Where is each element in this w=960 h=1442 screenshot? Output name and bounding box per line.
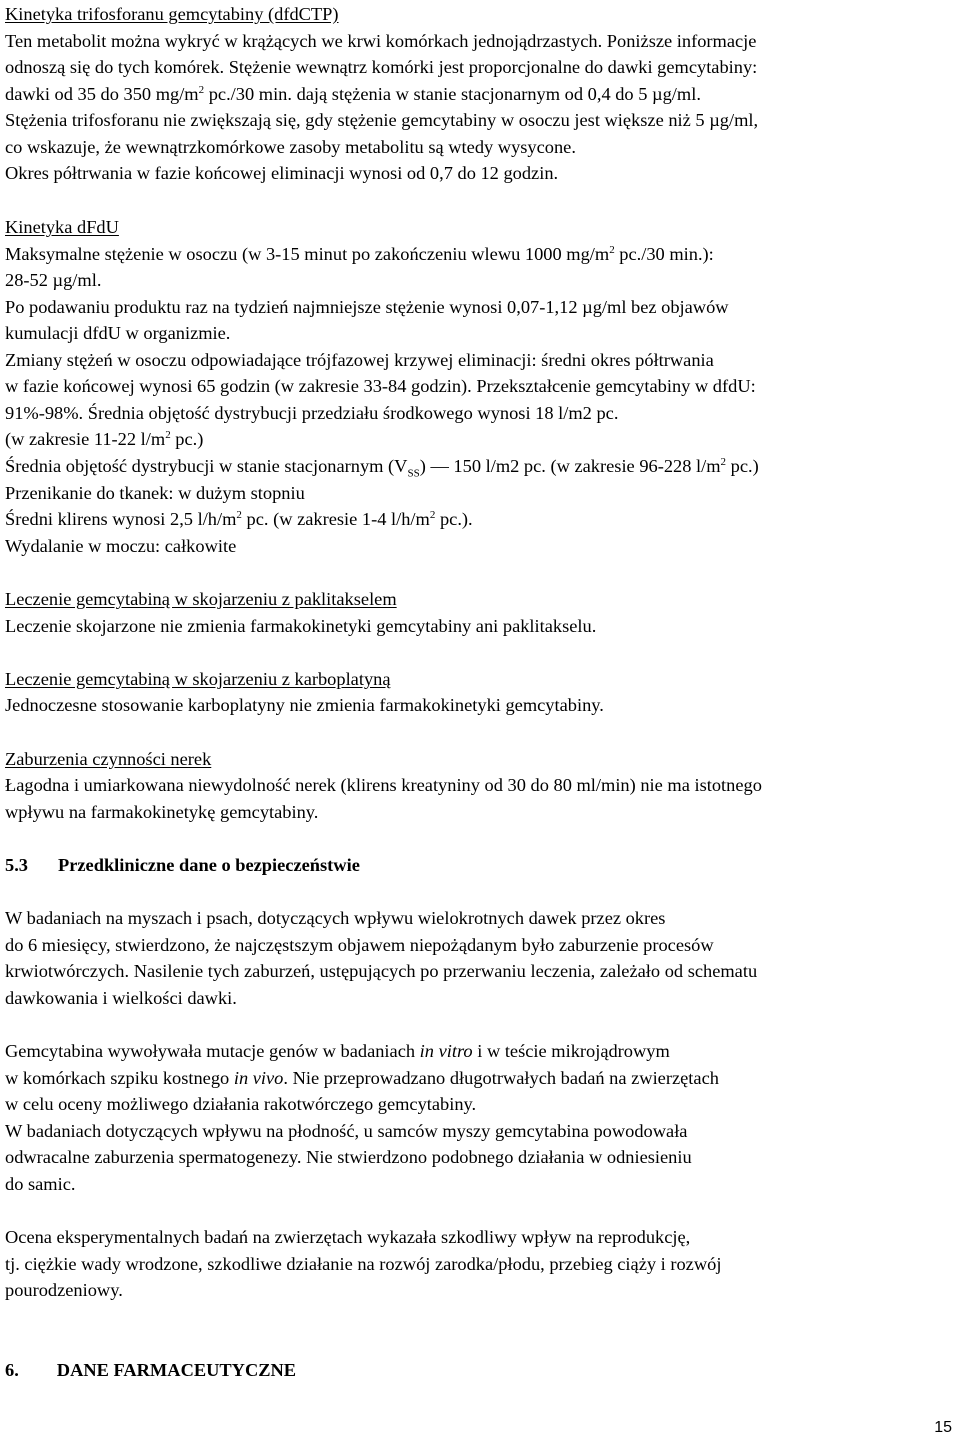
- text-line: Po podawaniu produktu raz na tydzień najmniejsze stężenie wynosi 0,07-1,12 µg/ml bez objawów: [5, 297, 729, 317]
- text-line: [5, 455, 759, 480]
- section-heading-5-3: [5, 856, 360, 874]
- page-number: 15: [934, 1419, 952, 1436]
- subscript: SS: [407, 467, 420, 480]
- text-run: pc.): [170, 429, 204, 449]
- text-line: Jednoczesne stosowanie karboplatyny nie zmienia farmakokinetyki gemcytabiny.: [5, 695, 604, 715]
- text-run: Gemcytabina wywoływała mutacje genów w badaniach: [5, 1041, 420, 1061]
- text-line: Wydalanie w moczu: całkowite: [5, 536, 237, 556]
- text-line: 28-52 µg/ml.: [5, 270, 102, 290]
- text-run: Średni klirens wynosi 2,5 l/h/m: [5, 509, 237, 529]
- text-line: Ocena eksperymentalnych badań na zwierzętach wykazała szkodliwy wpływ na reprodukcję,: [5, 1227, 691, 1247]
- text-run: pc.): [726, 456, 759, 476]
- text-line: [5, 245, 714, 263]
- section-number: 5.3: [5, 855, 28, 875]
- section-number: 6.: [5, 1360, 19, 1380]
- text-run: pc./30 min.):: [614, 244, 714, 264]
- text-line: co wskazuje, że wewnątrzkomórkowe zasoby metabolitu są wtedy wysycone.: [5, 137, 576, 157]
- text-line: pourodzeniowy.: [5, 1280, 123, 1300]
- text-line: odnoszą się do tych komórek. Stężenie wewnątrz komórki jest proporcjonalne do dawki gemcytabiny:: [5, 57, 758, 77]
- superscript: 2: [236, 508, 242, 521]
- text-line: w fazie końcowej wynosi 65 godzin (w zakresie 33-84 godzin). Przekształcenie gemcytabiny w dfdU:: [5, 376, 756, 396]
- text-run: pc.).: [435, 509, 473, 529]
- text-run: ) — 150 l/m2 pc. (w zakresie 96-228 l/m: [419, 456, 721, 476]
- section-title: Przedkliniczne dane o bezpieczeństwie: [58, 855, 360, 875]
- italic-text: in vitro: [419, 1041, 473, 1061]
- text-run: (w zakresie 11-22 l/m: [5, 429, 166, 449]
- text-run: Maksymalne stężenie w osoczu (w 3-15 minut po zakończeniu wlewu 1000 mg/m: [5, 244, 610, 264]
- text-line: [5, 510, 473, 528]
- text-line: [5, 85, 701, 103]
- text-line: Przenikanie do tkanek: w dużym stopniu: [5, 483, 305, 503]
- text-line: Zmiany stężeń w osoczu odpowiadające trójfazowej krzywej eliminacji: średni okres półtrwania: [5, 350, 714, 370]
- text-line: 91%-98%. Średnia objętość dystrybucji przedziału środkowego wynosi 18 l/m2 pc.: [5, 403, 619, 423]
- section-heading-dfdu: Kinetyka dFdU: [5, 217, 119, 237]
- text-line: W badaniach na myszach i psach, dotyczących wpływu wielokrotnych dawek przez okres: [5, 908, 666, 928]
- text-line: W badaniach dotyczących wpływu na płodność, u samców myszy gemcytabina powodowała: [5, 1121, 688, 1141]
- text-line: do 6 miesięcy, stwierdzono, że najczęstszym objawem niepożądanym było zaburzenie procesów: [5, 935, 714, 955]
- text-line: Okres półtrwania w fazie końcowej eliminacji wynosi od 0,7 do 12 godzin.: [5, 163, 559, 183]
- superscript: 2: [429, 508, 436, 521]
- superscript: 2: [609, 243, 615, 256]
- superscript: 2: [720, 455, 727, 468]
- text-line: [5, 430, 203, 448]
- section-heading-dfdctp: Kinetyka trifosforanu gemcytabiny (dfdCTP): [5, 4, 339, 24]
- section-heading-6: [5, 1361, 296, 1379]
- text-run: dawki od 35 do 350 mg/m: [5, 84, 199, 104]
- text-line: Leczenie skojarzone nie zmienia farmakokinetyki gemcytabiny ani paklitakselu.: [5, 616, 597, 636]
- section-heading-karboplatyna: Leczenie gemcytabiną w skojarzeniu z karboplatyną: [5, 669, 391, 689]
- text-line: [5, 1042, 670, 1060]
- text-line: Łagodna i umiarkowana niewydolność nerek (klirens kreatyniny od 30 do 80 ml/min) nie ma istotnego: [5, 775, 762, 795]
- italic-text: in vivo: [233, 1068, 284, 1088]
- text-run: . Nie przeprowadzano długotrwałych badań na zwierzętach: [283, 1068, 719, 1088]
- superscript: 2: [165, 428, 171, 441]
- text-line: w celu oceny możliwego działania rakotwórczego gemcytabiny.: [5, 1094, 477, 1114]
- text-run: pc. (w zakresie 1-4 l/h/m: [241, 509, 430, 529]
- text-line: wpływu na farmakokinetykę gemcytabiny.: [5, 802, 319, 822]
- text-run: Średnia objętość dystrybucji w stanie stacjonarnym (V: [5, 456, 408, 476]
- text-line: odwracalne zaburzenia spermatogenezy. Nie stwierdzono podobnego działania w odniesieniu: [5, 1147, 692, 1167]
- text-line: tj. ciężkie wady wrodzone, szkodliwe działanie na rozwój zarodka/płodu, przebieg ciąży i rozwój: [5, 1254, 722, 1274]
- text-line: [5, 1069, 719, 1087]
- section-title: DANE FARMACEUTYCZNE: [56, 1360, 297, 1380]
- text-run: pc./30 min. dają stężenia w stanie stacjonarnym od 0,4 do 5 µg/ml.: [204, 84, 701, 104]
- text-line: do samic.: [5, 1174, 76, 1194]
- text-line: dawkowania i wielkości dawki.: [5, 988, 237, 1008]
- section-heading-paklitaksel: Leczenie gemcytabiną w skojarzeniu z paklitakselem: [5, 589, 397, 609]
- section-heading-nerki: Zaburzenia czynności nerek: [5, 749, 212, 769]
- text-line: kumulacji dfdU w organizmie.: [5, 323, 231, 343]
- text-run: w komórkach szpiku kostnego: [5, 1068, 234, 1088]
- superscript: 2: [198, 83, 205, 96]
- text-line: Ten metabolit można wykryć w krążących we krwi komórkach jednojądrzastych. Poniższe informacje: [5, 31, 757, 51]
- text-line: krwiotwórczych. Nasilenie tych zaburzeń, ustępujących po przerwaniu leczenia, zależało od schematu: [5, 961, 758, 981]
- text-run: i w teście mikrojądrowym: [472, 1041, 670, 1061]
- text-line: Stężenia trifosforanu nie zwiększają się, gdy stężenie gemcytabiny w osoczu jest większe niż 5 µg/ml,: [5, 110, 759, 130]
